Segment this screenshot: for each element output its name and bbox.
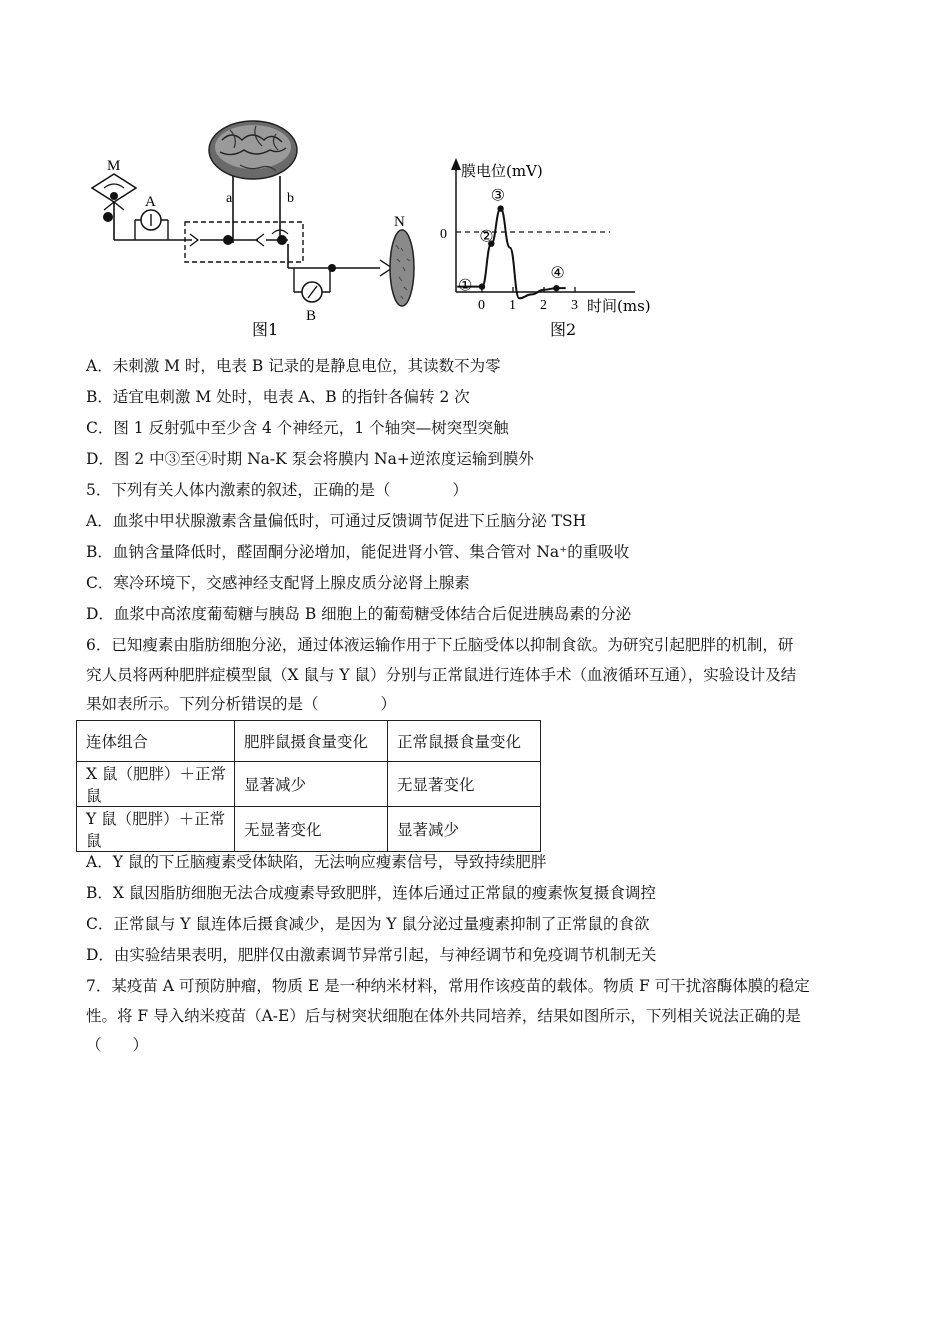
table-cell: Y 鼠（肥胖）＋正常鼠 bbox=[77, 807, 235, 852]
effector-N bbox=[390, 214, 414, 306]
q6-option-c: C．正常鼠与 Y 鼠连体后摄食减少，是因为 Y 鼠分泌过量瘦素抑制了正常鼠的食欲 bbox=[86, 915, 650, 933]
label-a: a bbox=[226, 191, 233, 206]
x-tick-label: 1 bbox=[509, 298, 516, 313]
q6-option-a: A．Y 鼠的下丘脑瘦素受体缺陷，无法响应瘦素信号，导致持续肥胖 bbox=[86, 853, 547, 871]
q6-results-table bbox=[76, 720, 541, 852]
q6-stem-line-2: 究人员将两种肥胖症模型鼠（X 鼠与 Y 鼠）分别与正常鼠进行连体手术（血液循环互通），实验设计及结 bbox=[86, 666, 797, 684]
table-cell: 无显著变化 bbox=[388, 762, 541, 807]
label-A: A bbox=[145, 194, 156, 210]
table-row bbox=[77, 762, 541, 807]
table-row bbox=[77, 807, 541, 852]
q4-option-d: D．图 2 中③至④时期 Na-K 泵会将膜内 Na+逆浓度运输到膜外 bbox=[86, 450, 534, 468]
x-tick-label: 0 bbox=[478, 298, 485, 313]
q4-option-c: C．图 1 反射弧中至少含 4 个神经元，1 个轴突—树突型突触 bbox=[86, 419, 509, 437]
label-N: N bbox=[394, 214, 405, 230]
curve-point-marker bbox=[479, 283, 485, 289]
q7-stem-line-1: 7．某疫苗 A 可预防肿瘤，物质 E 是一种纳米材料，常用作该疫苗的载体。物质 F 可干扰溶酶体膜的稳定 bbox=[86, 977, 810, 995]
x-tick-label: 3 bbox=[571, 298, 578, 313]
table-header-cell: 肥胖鼠摄食量变化 bbox=[235, 721, 388, 762]
q5-option-c: C．寒冷环境下，交感神经支配肾上腺皮质分泌肾上腺素 bbox=[86, 574, 470, 592]
q6-option-d: D．由实验结果表明，肥胖仅由激素调节异常引起，与神经调节和免疫调节机制无关 bbox=[86, 946, 657, 964]
y-zero-label: 0 bbox=[440, 227, 447, 242]
q4-option-b: B．适宜电刺激 M 处时，电表 A、B 的指针各偏转 2 次 bbox=[86, 388, 470, 406]
curve-phase-label: ② bbox=[479, 226, 494, 246]
membrane-potential-curve bbox=[457, 209, 566, 299]
label-M: M bbox=[107, 158, 121, 174]
figure-1 bbox=[92, 121, 414, 339]
q5-option-d: D．血浆中高浓度葡萄糖与胰岛 B 细胞上的葡萄糖受体结合后促进胰岛素的分泌 bbox=[86, 605, 632, 623]
q6-option-b: B．X 鼠因脂肪细胞无法合成瘦素导致肥胖，连体后通过正常鼠的瘦素恢复摄食调控 bbox=[86, 884, 656, 902]
meter-B bbox=[294, 268, 330, 324]
q7-stem-line-3: （ ） bbox=[86, 1036, 149, 1054]
label-b: b bbox=[287, 191, 294, 206]
y-axis-label: 膜电位(mV) bbox=[461, 162, 543, 180]
table-cell: 显著减少 bbox=[388, 807, 541, 852]
table-header-cell: 连体组合 bbox=[77, 721, 235, 762]
q7-stem-line-2: 性。将 F 导入纳米疫苗（A-E）后与树突状细胞在体外共同培养，结果如图所示，下列相关说法正确的是 bbox=[86, 1007, 801, 1025]
x-axis-label: 时间(ms) bbox=[587, 297, 651, 315]
brain-illustration bbox=[209, 121, 297, 179]
table-cell: 无显著变化 bbox=[235, 807, 388, 852]
x-tick-label: 2 bbox=[540, 298, 547, 313]
curve-phase-label: ① bbox=[458, 275, 473, 295]
receptor-M bbox=[92, 158, 136, 240]
q4-option-a: A．未刺激 M 时，电表 B 记录的是静息电位，其读数不为零 bbox=[86, 357, 501, 375]
curve-phase-label: ④ bbox=[550, 263, 565, 283]
q5-option-a: A．血浆中甲状腺激素含量偏低时，可通过反馈调节促进下丘脑分泌 TSH bbox=[86, 512, 587, 530]
q6-stem-line-1: 6．已知瘦素由脂肪细胞分泌，通过体液运输作用于下丘脑受体以抑制食欲。为研究引起肥胖的机制，研 bbox=[86, 636, 794, 654]
q5-option-b: B．血钠含量降低时，醛固酮分泌增加，能促进肾小管、集合管对 Na⁺的重吸收 bbox=[86, 543, 630, 561]
figures bbox=[80, 110, 680, 345]
figure-2 bbox=[440, 158, 651, 339]
q6-stem-line-3: 果如表所示。下列分析错误的是（ ） bbox=[86, 695, 397, 713]
curve-point-marker bbox=[497, 205, 503, 211]
label-B: B bbox=[306, 308, 317, 324]
figure-1-caption: 图1 bbox=[252, 320, 279, 339]
table-header-cell: 正常鼠摄食量变化 bbox=[388, 721, 541, 762]
meter-A bbox=[135, 194, 168, 240]
curve-phase-label: ③ bbox=[490, 185, 505, 205]
table-cell: X 鼠（肥胖）＋正常鼠 bbox=[77, 762, 235, 807]
table-header-row bbox=[77, 721, 541, 762]
table-cell: 显著减少 bbox=[235, 762, 388, 807]
curve-point-marker bbox=[553, 285, 559, 291]
q5-stem: 5．下列有关人体内激素的叙述，正确的是（ ） bbox=[86, 481, 468, 499]
figure-2-caption: 图2 bbox=[550, 320, 577, 339]
